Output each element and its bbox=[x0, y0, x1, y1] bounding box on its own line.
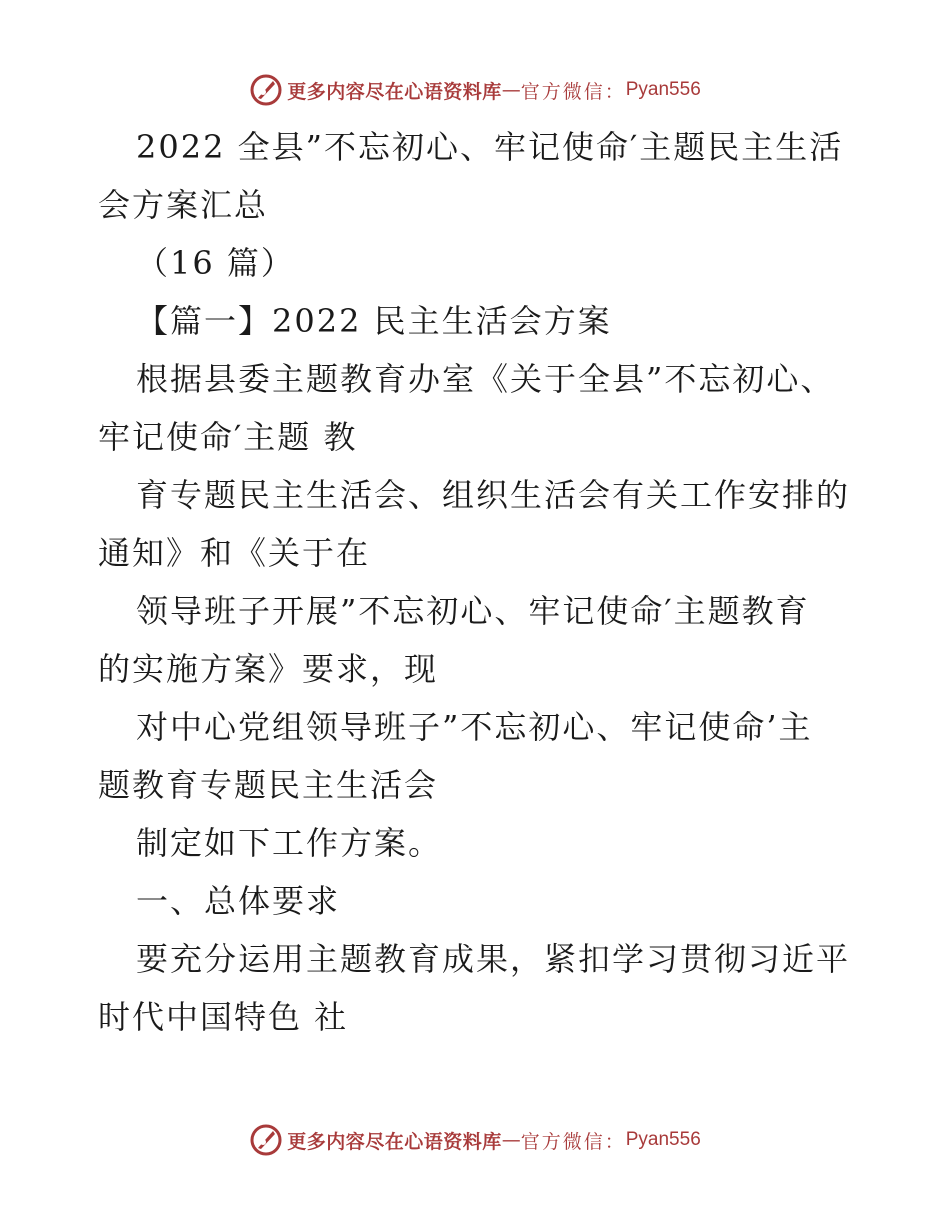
watermark-wechat-label: 官方微信： bbox=[520, 80, 626, 103]
body-line-7: 育专题民主生活会、组织生活会有关工作安排的 bbox=[136, 476, 851, 514]
feather-pen-logo-icon bbox=[249, 73, 283, 107]
body-line-9: 领导班子开展”不忘初心、牢记使命′主题教育 bbox=[136, 592, 810, 630]
body-line-16: 时代中国特色 社 bbox=[98, 998, 349, 1036]
footer-watermark bbox=[0, 1120, 950, 1160]
body-line-2: 会方案汇总 bbox=[98, 186, 269, 224]
watermark-text: 更多内容尽在心语资料库 bbox=[287, 1130, 502, 1153]
feather-pen-logo-icon bbox=[249, 1123, 283, 1157]
watermark-wechat-id: Pyan556 bbox=[625, 1129, 701, 1150]
body-line-8: 通知》和《关于在 bbox=[98, 534, 371, 572]
watermark-separator: — bbox=[501, 79, 521, 101]
document-body bbox=[98, 118, 858, 1046]
body-line-12: 题教育专题民主生活会 bbox=[98, 766, 439, 804]
watermark-wechat-label: 官方微信： bbox=[520, 1130, 626, 1153]
body-line-5: 根据县委主题教育办室《关于全县”不忘初心、 bbox=[136, 360, 835, 398]
watermark-text: 更多内容尽在心语资料库 bbox=[287, 80, 502, 103]
body-line-3: （16 篇） bbox=[136, 244, 295, 282]
body-line-11: 对中心党组领导班子”不忘初心、牢记使命’主 bbox=[136, 708, 813, 746]
body-line-15: 要充分运用主题教育成果，紧扣学习贯彻习近平 bbox=[136, 940, 851, 978]
header-watermark bbox=[0, 70, 950, 110]
body-line-13: 制定如下工作方案。 bbox=[136, 824, 443, 862]
watermark-wechat-id: Pyan556 bbox=[625, 79, 701, 100]
body-line-6: 牢记使命′主题 教 bbox=[98, 418, 358, 456]
body-line-1: 2022 全县”不忘初心、牢记使命′主题民主生活 bbox=[136, 128, 844, 166]
section-heading-general-requirements: 一、总体要求 bbox=[136, 882, 341, 920]
body-line-10: 的实施方案》要求，现 bbox=[98, 650, 439, 688]
section-heading-piece-one: 【篇一】2022 民主生活会方案 bbox=[136, 302, 612, 340]
watermark-separator: — bbox=[501, 1129, 521, 1151]
